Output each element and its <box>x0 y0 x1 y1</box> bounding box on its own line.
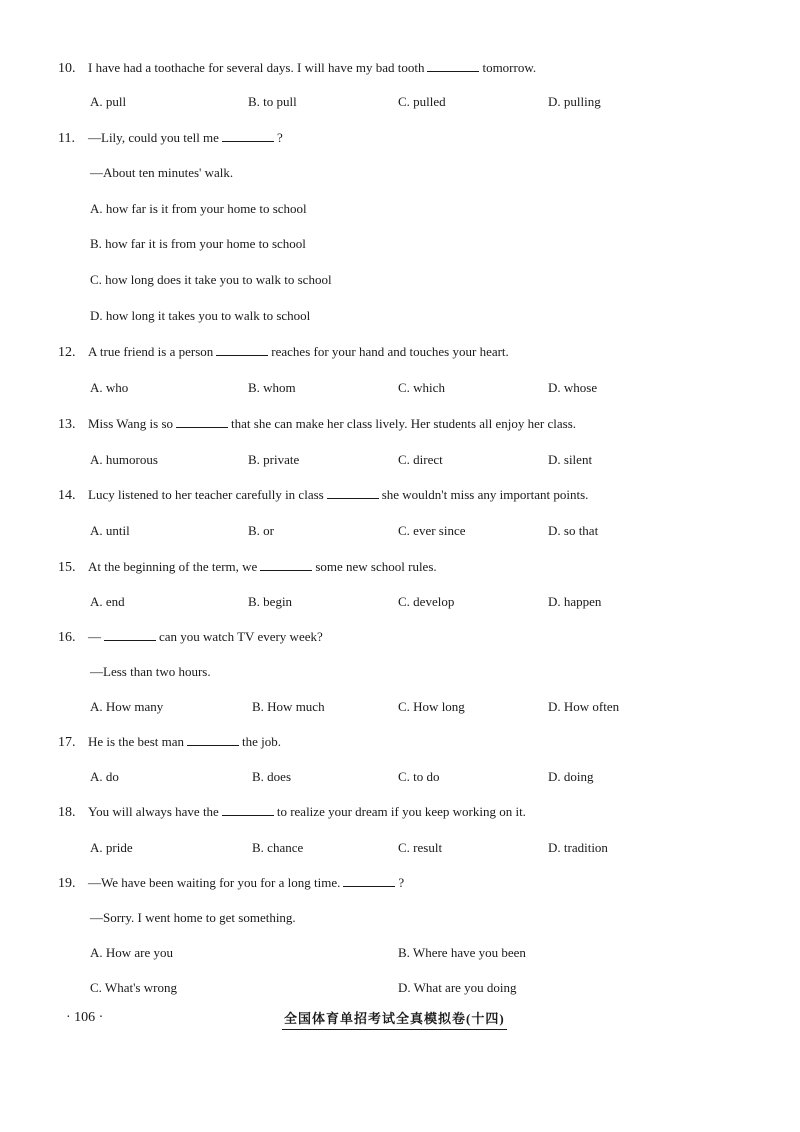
option-a: A. end <box>90 594 125 609</box>
option-b: B. how far it is from your home to school <box>90 236 306 251</box>
question-stem: —Lily, could you tell me ? <box>88 130 283 145</box>
answer-blank <box>104 630 156 641</box>
option-a: A. do <box>90 769 119 784</box>
option-b: B. or <box>248 523 274 538</box>
question-stem: —We have been waiting for you for a long time. ? <box>88 875 405 890</box>
dialogue-reply: —Less than two hours. <box>90 664 211 679</box>
option-b: B. Where have you been <box>398 945 526 960</box>
answer-blank <box>260 560 312 571</box>
option-c: C. result <box>398 840 443 855</box>
question-18 <box>58 804 526 821</box>
question-stem: He is the best man the job. <box>88 734 282 749</box>
question-16 <box>58 629 323 646</box>
question-stem: I have had a toothache for several days. I will have my bad tooth tomorrow. <box>88 60 537 75</box>
question-10 <box>58 60 536 77</box>
option-a: A. How many <box>90 699 164 714</box>
option-a: A. humorous <box>90 452 158 467</box>
option-d: D. happen <box>548 594 602 609</box>
option-a: A. How are you <box>90 945 174 960</box>
option-d: D. so that <box>548 523 599 538</box>
question-number: 11. <box>58 131 75 146</box>
option-c: C. How long <box>398 699 465 714</box>
question-stem: A true friend is a person reaches for your hand and touches your heart. <box>88 344 509 359</box>
question-14 <box>58 487 588 504</box>
question-number: 19. <box>58 876 76 891</box>
option-c: C. direct <box>398 452 443 467</box>
option-d: D. whose <box>548 380 598 395</box>
question-13 <box>58 416 576 433</box>
option-b: B. private <box>248 452 300 467</box>
dialogue-reply: —Sorry. I went home to get something. <box>90 910 296 925</box>
option-a: A. until <box>90 523 130 538</box>
answer-blank <box>327 488 379 499</box>
option-c: C. how long does it take you to walk to school <box>90 272 332 287</box>
option-b: B. does <box>252 769 291 784</box>
question-17 <box>58 734 281 751</box>
option-b: B. chance <box>252 840 304 855</box>
option-d: D. How often <box>548 699 620 714</box>
option-a: A. pull <box>90 94 127 109</box>
option-b: B. whom <box>248 380 296 395</box>
answer-blank <box>176 417 228 428</box>
option-b: B. How much <box>252 699 325 714</box>
option-c: C. which <box>398 380 445 395</box>
question-19 <box>58 875 404 892</box>
option-d: D. tradition <box>548 840 608 855</box>
question-number: 17. <box>58 735 76 750</box>
question-stem: At the beginning of the term, we some new school rules. <box>88 559 437 574</box>
option-d: D. pulling <box>548 94 601 109</box>
page-number: · 106 · <box>66 1010 104 1025</box>
option-c: C. pulled <box>398 94 446 109</box>
option-d: D. how long it takes you to walk to school <box>90 308 311 323</box>
question-number: 10. <box>58 61 76 76</box>
question-number: 12. <box>58 345 76 360</box>
option-c: C. to do <box>398 769 440 784</box>
option-d: D. silent <box>548 452 593 467</box>
option-c: C. develop <box>398 594 455 609</box>
answer-blank <box>343 876 395 887</box>
option-c: C. What's wrong <box>90 980 177 995</box>
dialogue-reply: —About ten minutes' walk. <box>90 165 234 180</box>
option-b: B. to pull <box>248 94 297 109</box>
question-number: 15. <box>58 560 76 575</box>
option-b: B. begin <box>248 594 293 609</box>
exam-title: 全国体育单招考试全真模拟卷(十四) <box>282 1008 507 1030</box>
question-number: 16. <box>58 630 76 645</box>
question-11 <box>58 130 283 147</box>
question-stem: You will always have the to realize your dream if you keep working on it. <box>88 804 526 819</box>
question-stem: Lucy listened to her teacher carefully in class she wouldn't miss any important points. <box>88 487 589 502</box>
option-d: D. What are you doing <box>398 980 517 995</box>
question-15 <box>58 559 437 576</box>
option-d: D. doing <box>548 769 594 784</box>
option-c: C. ever since <box>398 523 466 538</box>
answer-blank <box>216 345 268 356</box>
answer-blank <box>427 61 479 72</box>
option-a: A. who <box>90 380 129 395</box>
question-stem: — can you watch TV every week? <box>88 629 323 644</box>
option-a: A. pride <box>90 840 133 855</box>
question-number: 14. <box>58 488 76 503</box>
question-number: 18. <box>58 805 76 820</box>
question-stem: Miss Wang is so that she can make her class lively. Her students all enjoy her class. <box>88 416 577 431</box>
question-12 <box>58 344 509 361</box>
option-a: A. how far is it from your home to school <box>90 201 307 216</box>
answer-blank <box>222 131 274 142</box>
question-number: 13. <box>58 417 76 432</box>
answer-blank <box>222 805 274 816</box>
answer-blank <box>187 735 239 746</box>
